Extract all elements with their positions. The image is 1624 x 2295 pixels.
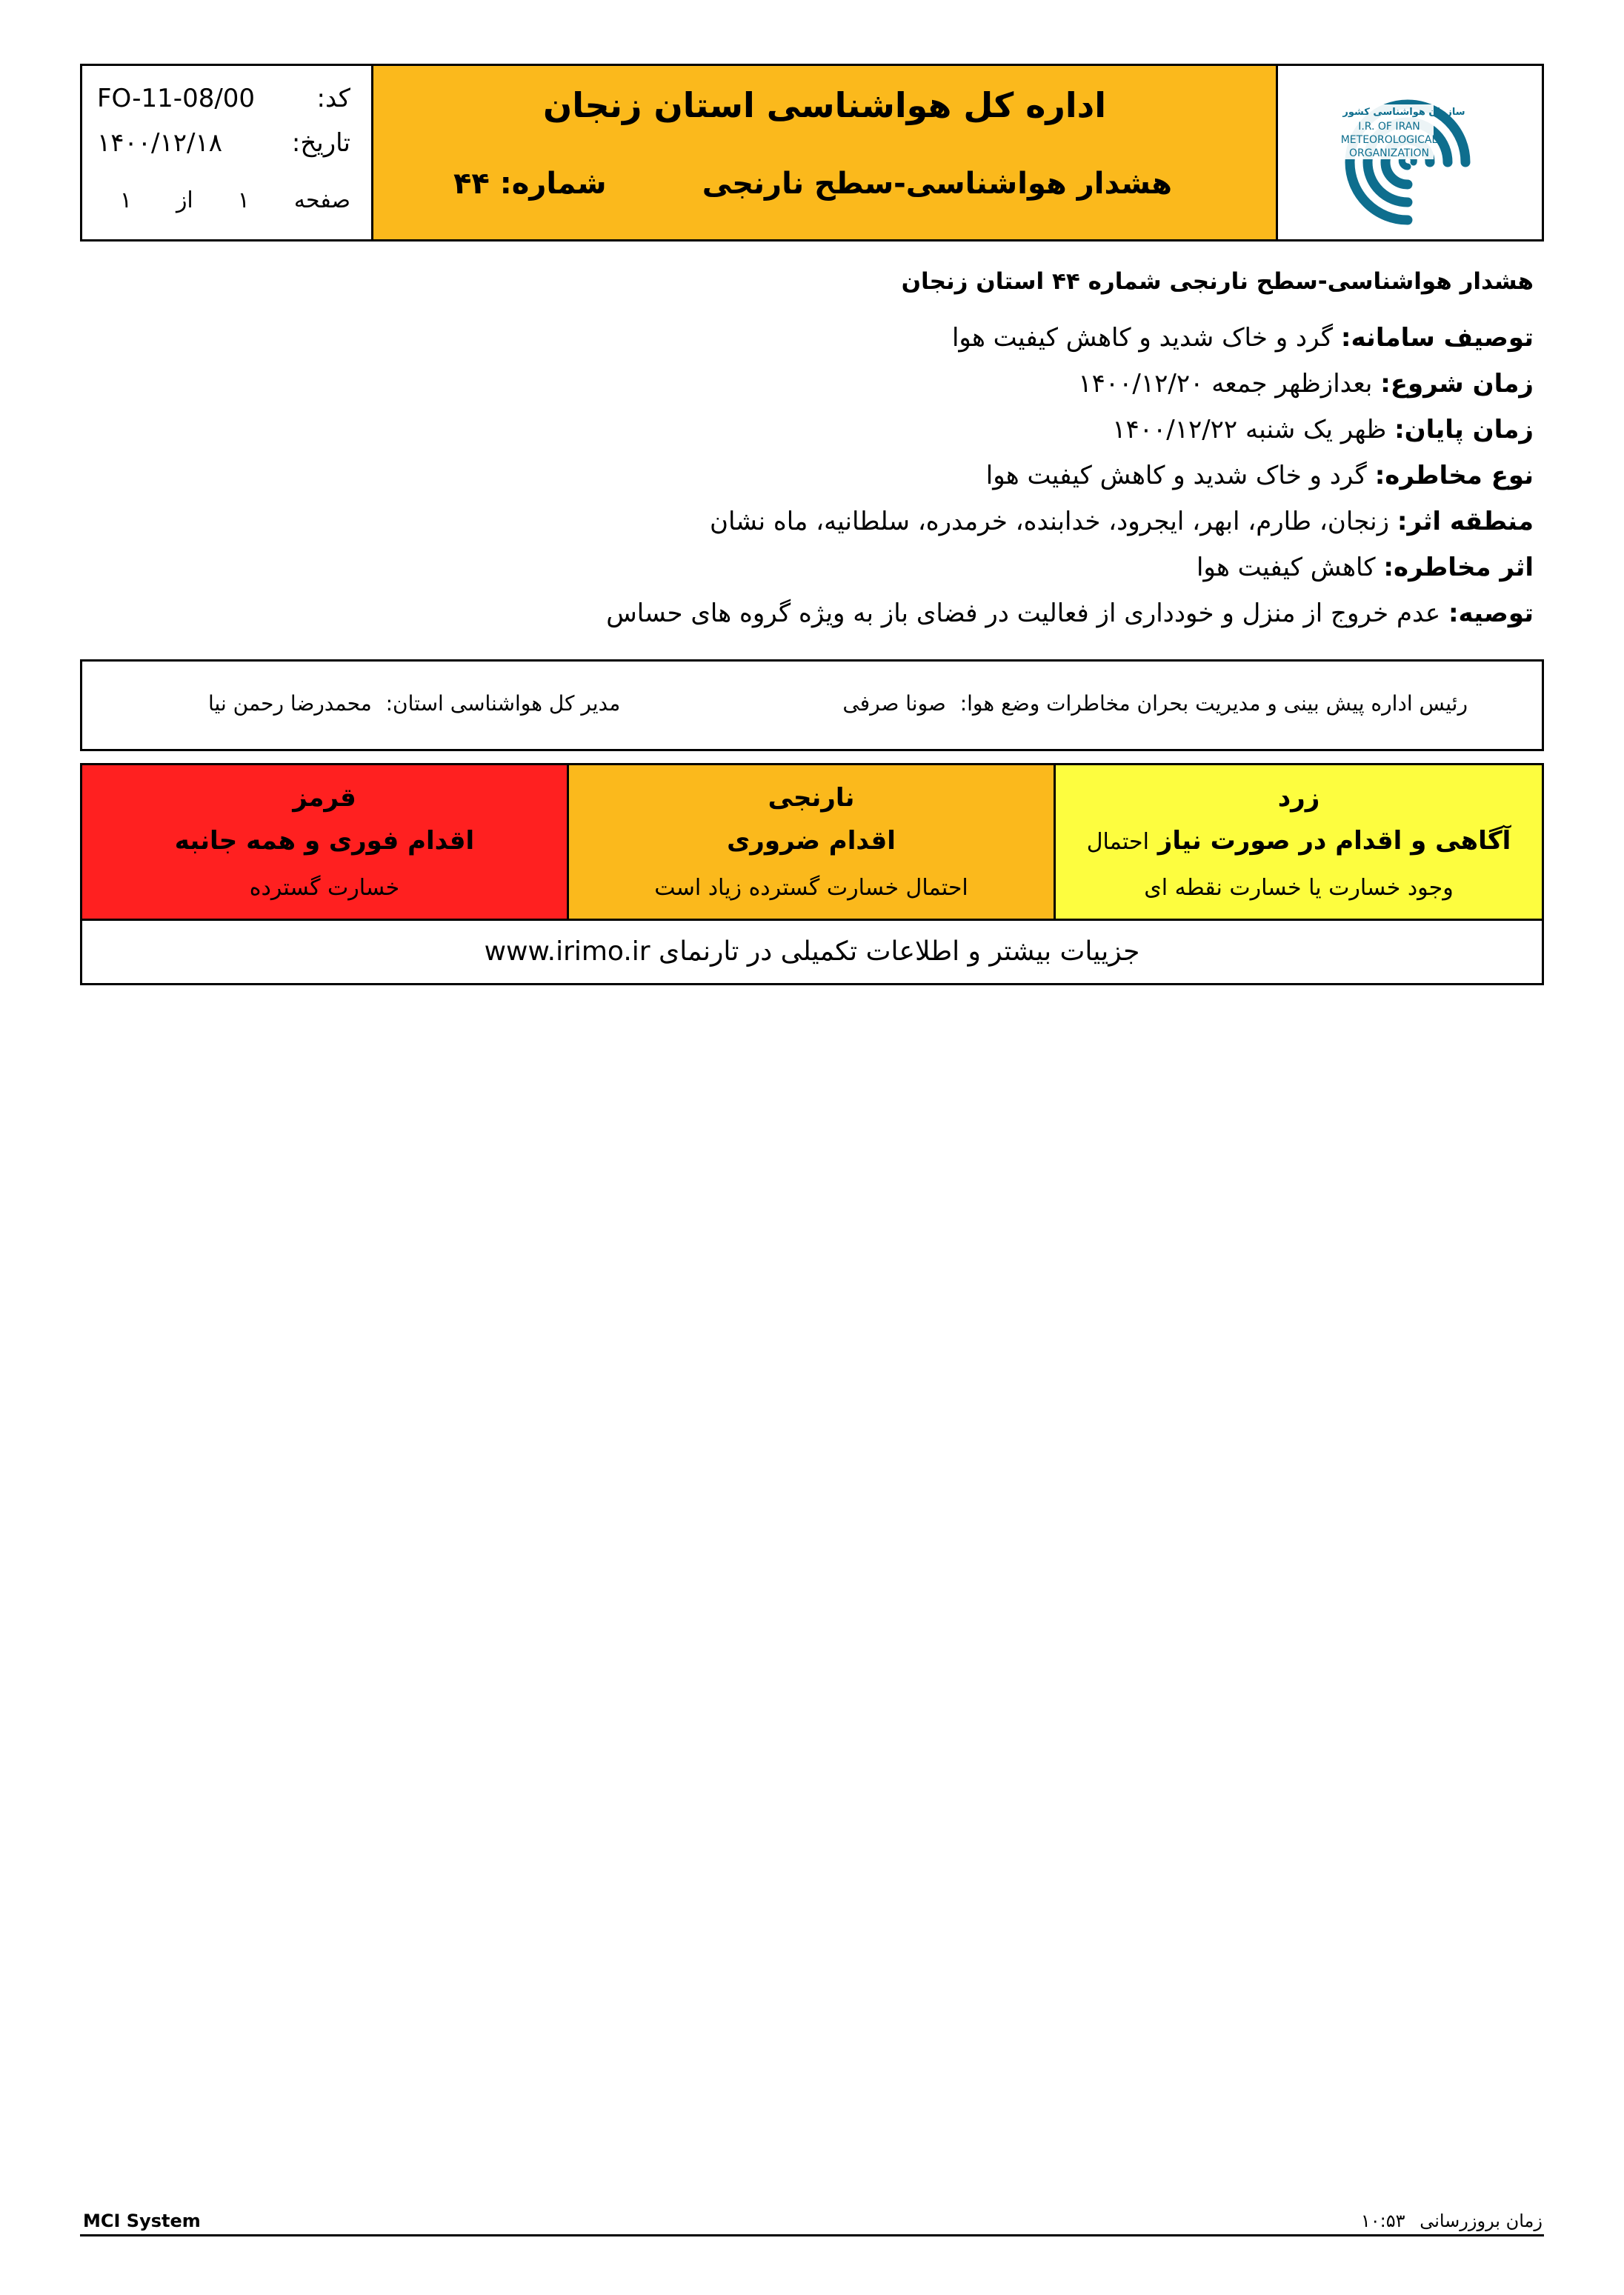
detail-label: زمان شروع:: [1380, 369, 1534, 399]
director-signature: [208, 691, 620, 716]
date-value: ۱۴۰۰/۱۲/۱۸: [97, 128, 223, 158]
page-of-label: از: [176, 187, 193, 213]
organization-title: اداره کل هواشناسی استان زنجان: [543, 85, 1106, 125]
document-header: [80, 64, 1544, 242]
logo-emblem-icon: [1278, 66, 1542, 239]
page-number: ۱: [237, 187, 250, 213]
logo-en-text-1: I.R. OF IRAN: [1358, 121, 1420, 133]
detail-value: ظهر یک شنبه ۱۴۰۰/۱۲/۲۲: [1112, 415, 1387, 444]
code-row: [97, 84, 350, 113]
website-row: [80, 921, 1544, 985]
level-red-name: قرمز: [293, 783, 356, 813]
footer-update-time: [1361, 2211, 1543, 2231]
detail-value: زنجان، طارم، ابهر، ایجرود، خدابنده، خرمدره، سلطانیه، ماه نشان: [709, 507, 1390, 536]
detail-label: توصیه:: [1448, 599, 1534, 628]
level-red-action: اقدام فوری و همه جانبه: [174, 826, 475, 856]
detail-value: گرد و خاک شدید و کاهش کیفیت هوا: [951, 323, 1334, 353]
level-yellow-desc: وجود خسارت یا خسارت نقطه ای: [1144, 875, 1454, 901]
code-value: FO-11-08/00: [97, 84, 256, 113]
irimo-logo: [1278, 66, 1542, 239]
level-yellow-action-tail: احتمال: [1086, 829, 1149, 855]
level-orange: [569, 765, 1056, 921]
footer-divider: [80, 2234, 1544, 2236]
forecast-head-signature: [842, 691, 1468, 716]
level-yellow: [1056, 765, 1542, 921]
detail-value: گرد و خاک شدید و کاهش کیفیت هوا: [985, 461, 1367, 490]
detail-label: منطقه اثر:: [1397, 507, 1534, 536]
logo-en-text-2: METEOROLOGICAL: [1340, 134, 1438, 146]
forecast-head-name: صونا صرفی: [842, 691, 946, 716]
page-row: [97, 187, 350, 213]
level-orange-desc: احتمال خسارت گسترده زیاد است: [654, 875, 968, 901]
details-heading: هشدار هواشناسی-سطح نارنجی شماره ۴۴ استان زنجان: [901, 268, 1534, 295]
page-label: صفحه: [293, 187, 350, 213]
date-row: [97, 128, 350, 158]
footer-system-name: MCI System: [83, 2211, 201, 2231]
header-meta: [82, 66, 373, 239]
level-orange-name: نارنجی: [768, 783, 855, 813]
signatures-box: [80, 659, 1544, 751]
detail-label: اثر مخاطره:: [1383, 553, 1534, 582]
director-name: محمدرضا رحمن نیا: [208, 691, 372, 716]
code-label: کد:: [316, 84, 350, 113]
detail-hazard-effect: [1197, 553, 1534, 582]
level-yellow-action-line: [1056, 826, 1542, 856]
detail-hazard-type: [986, 461, 1534, 490]
website-text: جزییات بیشتر و اطلاعات تکمیلی در تارنمای: [659, 936, 1140, 967]
warning-number: شماره: ۴۴: [453, 167, 607, 201]
logo-en-text-3: ORGANIZATION: [1348, 147, 1430, 159]
detail-end-time: [1112, 415, 1534, 444]
detail-recommendation: [606, 599, 1534, 628]
level-orange-action: اقدام ضروری: [727, 826, 896, 856]
date-label: تاریخ:: [291, 128, 350, 158]
forecast-head-label: رئیس اداره پیش بینی و مدیریت بحران مخاطرات وضع هوا:: [959, 691, 1468, 716]
logo-fa-text: سازمان هواشناسی کشور: [1342, 107, 1465, 118]
detail-value: عدم خروج از منزل و خودداری از فعالیت در فضای باز به ویژه گروه های حساس: [606, 599, 1441, 628]
director-label: مدیر کل هواشناسی استان:: [385, 691, 621, 716]
level-yellow-action: آگاهی و اقدام در صورت نیاز: [1157, 826, 1511, 856]
page-total: ۱: [119, 187, 132, 213]
detail-label: نوع مخاطره:: [1374, 461, 1534, 490]
detail-label: زمان پایان:: [1394, 415, 1534, 444]
detail-label: توصیف سامانه:: [1340, 323, 1534, 353]
detail-value: کاهش کیفیت هوا: [1196, 553, 1376, 582]
header-title-panel: [373, 66, 1278, 239]
detail-system-description: [952, 323, 1534, 353]
level-red-desc: خسارت گسترده: [249, 875, 400, 901]
level-red: [82, 765, 569, 921]
website-link[interactable]: www.irimo.ir: [484, 936, 650, 967]
detail-value: بعدازظهر جمعه ۱۴۰۰/۱۲/۲۰: [1078, 369, 1373, 399]
level-yellow-name: زرد: [1277, 783, 1320, 813]
detail-start-time: [1078, 369, 1534, 399]
update-label: زمان بروزرسانی: [1420, 2211, 1543, 2231]
detail-affected-area: [710, 507, 1534, 536]
update-time: ۱۰:۵۳: [1360, 2211, 1405, 2231]
warning-title: هشدار هواشناسی-سطح نارنجی: [702, 167, 1172, 201]
